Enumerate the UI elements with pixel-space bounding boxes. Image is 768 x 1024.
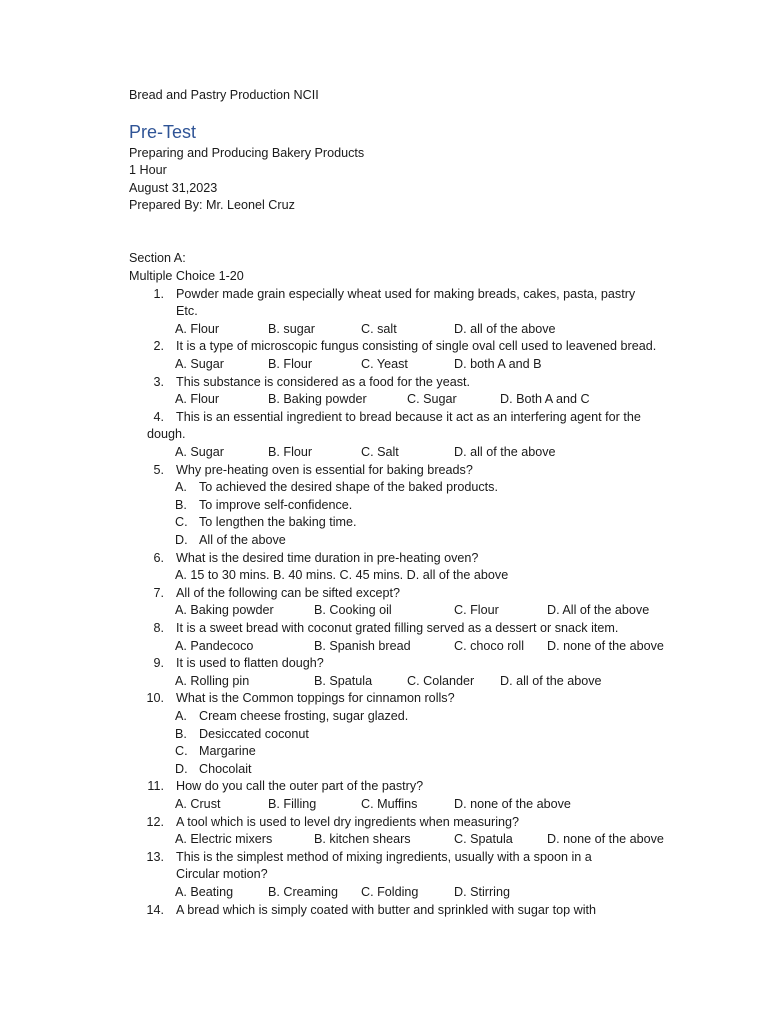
duration: 1 Hour — [129, 163, 167, 177]
question-text: What is the desired time duration in pre-heating oven? — [176, 550, 479, 565]
answer-option: A. Sugar — [175, 356, 225, 371]
answer-option: Chocolait — [199, 761, 252, 776]
question-number: 13. — [146, 849, 164, 864]
date: August 31,2023 — [129, 181, 218, 195]
question-number: 5. — [153, 462, 164, 477]
question-number: 7. — [153, 585, 164, 600]
question-number: 10. — [146, 691, 164, 706]
answer-option: D. Both A and C — [500, 392, 590, 407]
subtitle: Preparing and Producing Bakery Products — [129, 146, 365, 160]
question-number: 3. — [153, 374, 164, 389]
answer-option: B. Creaming — [268, 884, 338, 899]
answer-option: C. Flour — [454, 603, 499, 618]
question-text: Why pre-heating oven is essential for baking breads? — [176, 462, 473, 477]
question-text: Powder made grain especially wheat used for making breads, cakes, pasta, pastry — [176, 286, 636, 301]
answer-option-letter: B. — [175, 726, 187, 741]
answer-option-letter: D. — [175, 532, 188, 547]
answer-option-letter: A. — [175, 708, 187, 723]
answer-option: C. Colander — [407, 673, 475, 688]
answer-option: C. Salt — [361, 444, 399, 459]
answer-option: D. none of the above — [547, 638, 664, 653]
answer-option: C. Folding — [361, 884, 419, 899]
answer-option: A. Flour — [175, 392, 220, 407]
question-text: All of the following can be sifted except? — [176, 585, 401, 600]
answer-option: C. salt — [361, 321, 397, 336]
question-number: 1. — [153, 286, 164, 301]
answer-option: To improve self-confidence. — [199, 497, 353, 512]
answer-option: B. Baking powder — [268, 392, 367, 407]
answer-option: B. kitchen shears — [314, 832, 411, 847]
answer-option: D. all of the above — [500, 673, 602, 688]
question-number: 8. — [153, 620, 164, 635]
answer-option: A. Pandecoco — [175, 638, 254, 653]
course-title: Bread and Pastry Production NCII — [129, 88, 319, 102]
answer-option-letter: B. — [175, 497, 187, 512]
question-text: It is a sweet bread with coconut grated filling served as a dessert or snack item. — [176, 620, 619, 635]
question-text: What is the Common toppings for cinnamon rolls? — [176, 691, 455, 706]
answer-option: D. Stirring — [454, 884, 510, 899]
section-instructions: Multiple Choice 1-20 — [129, 269, 244, 283]
answer-option: A. Baking powder — [175, 603, 274, 618]
answer-option: D. all of the above — [454, 444, 556, 459]
answer-option: B. Filling — [268, 796, 317, 811]
answer-option: Cream cheese frosting, sugar glazed. — [199, 708, 409, 723]
answer-option: All of the above — [199, 532, 286, 547]
answer-option: A. Electric mixers — [175, 832, 273, 847]
answer-option: To achieved the desired shape of the baked products. — [199, 480, 498, 495]
section-label: Section A: — [129, 251, 186, 265]
question-text: A tool which is used to level dry ingredients when measuring? — [176, 814, 520, 829]
answer-option: A. Rolling pin — [175, 673, 250, 688]
answer-option: C. Spatula — [454, 832, 513, 847]
question-number: 11. — [147, 779, 164, 794]
answer-option: C. Sugar — [407, 392, 457, 407]
answer-options-inline: A. 15 to 30 mins. B. 40 mins. C. 45 mins. D. all of the above — [175, 568, 509, 583]
question-text: It is used to flatten dough? — [176, 656, 324, 671]
answer-option: To lengthen the baking time. — [199, 515, 357, 530]
question-text-continued: dough. — [147, 427, 186, 442]
question-text: This is an essential ingredient to bread because it act as an interfering agent for the — [176, 409, 641, 424]
question-number: 12. — [146, 814, 164, 829]
answer-option: B. Flour — [268, 356, 313, 371]
answer-option: C. Muffins — [361, 796, 418, 811]
answer-option-letter: A. — [175, 480, 187, 495]
answer-option: A. Beating — [175, 884, 234, 899]
answer-option: B. Flour — [268, 444, 313, 459]
answer-option: A. Sugar — [175, 444, 225, 459]
answer-option: C. choco roll — [454, 638, 524, 653]
question-number: 9. — [153, 656, 164, 671]
question-text: It is a type of microscopic fungus consisting of single oval cell used to leavened bread. — [176, 339, 657, 354]
answer-option: A. Crust — [175, 796, 221, 811]
question-text: This substance is considered as a food for the yeast. — [176, 374, 471, 389]
question-text-continued: Circular motion? — [176, 867, 268, 882]
question-text-continued: Etc. — [176, 304, 198, 319]
answer-option: B. sugar — [268, 321, 315, 336]
answer-option: A. Flour — [175, 321, 220, 336]
page-title: Pre-Test — [129, 122, 197, 142]
answer-option-letter: C. — [175, 515, 188, 530]
answer-option: D. both A and B — [454, 356, 542, 371]
answer-option: D. All of the above — [547, 603, 650, 618]
answer-option: B. Cooking oil — [314, 603, 392, 618]
answer-option: B. Spanish bread — [314, 638, 411, 653]
answer-option-letter: D. — [175, 761, 188, 776]
question-text: How do you call the outer part of the pastry? — [176, 779, 424, 794]
question-text: This is the simplest method of mixing ingredients, usually with a spoon in a — [176, 849, 592, 864]
answer-option: D. all of the above — [454, 321, 556, 336]
prepared-by: Prepared By: Mr. Leonel Cruz — [129, 198, 295, 212]
answer-option: D. none of the above — [547, 832, 664, 847]
answer-option: B. Spatula — [314, 673, 373, 688]
answer-option: Margarine — [199, 744, 256, 759]
question-number: 6. — [153, 550, 164, 565]
question-number: 2. — [153, 339, 164, 354]
answer-option: C. Yeast — [361, 356, 408, 371]
answer-option: D. none of the above — [454, 796, 571, 811]
question-number: 4. — [153, 409, 164, 424]
question-text: A bread which is simply coated with butter and sprinkled with sugar top with — [176, 902, 597, 917]
answer-option: Desiccated coconut — [199, 726, 309, 741]
question-number: 14. — [146, 902, 164, 917]
answer-option-letter: C. — [175, 744, 188, 759]
